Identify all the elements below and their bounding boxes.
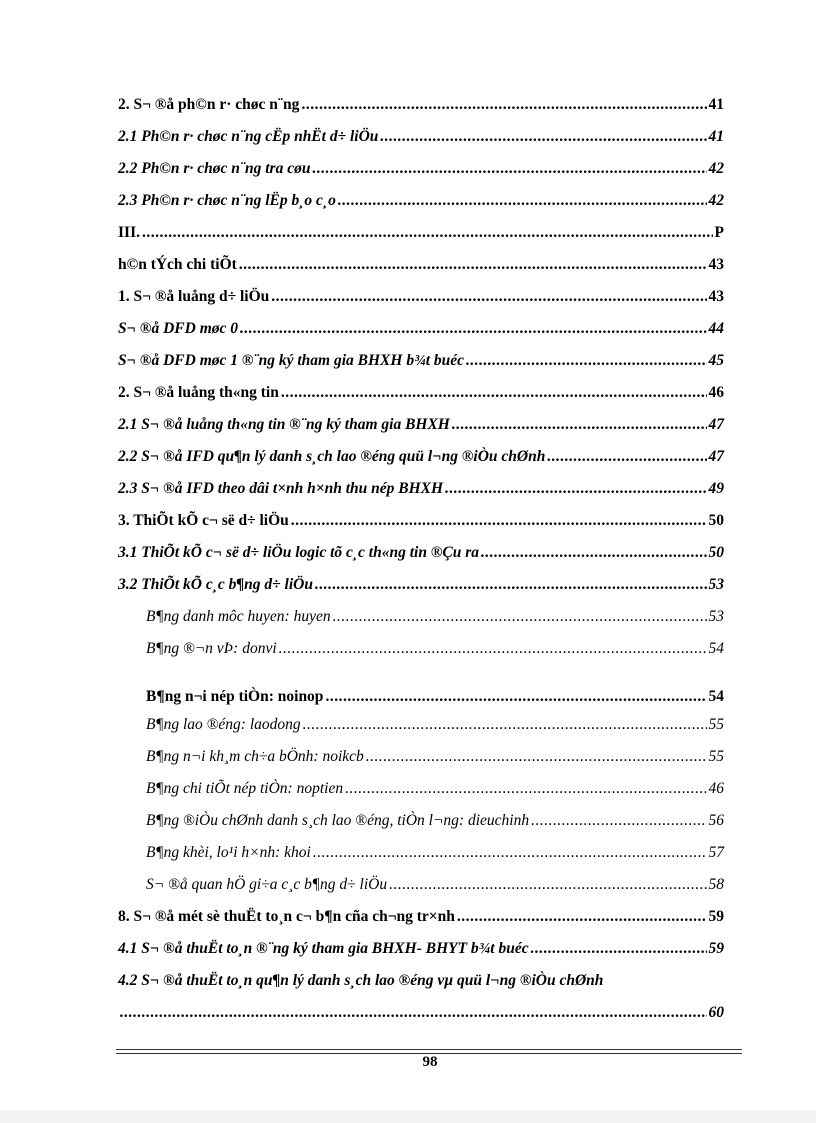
toc-entry-page: 41 bbox=[708, 96, 724, 113]
toc-entry-page: 42 bbox=[708, 160, 724, 177]
toc-entry-label: B¶ng khèi, lo¹i h×nh: khoi bbox=[146, 844, 311, 861]
toc-entry[interactable] bbox=[118, 288, 724, 310]
toc-dot-leader bbox=[481, 544, 706, 562]
toc-dot-leader bbox=[466, 352, 706, 370]
toc-entry-page: 57 bbox=[708, 844, 724, 861]
toc-dot-leader bbox=[366, 748, 707, 766]
toc-entry[interactable] bbox=[118, 908, 724, 930]
toc-entry-page: 59 bbox=[708, 908, 724, 925]
toc-entry[interactable] bbox=[118, 416, 724, 438]
toc-entry-label: B¶ng ®iÒu chØnh danh s¸ch lao ®éng, tiÒn l¬ng: dieuchinh bbox=[146, 812, 530, 829]
toc-dot-leader bbox=[547, 448, 706, 466]
toc-entry-label: S¬ ®å quan hÖ gi÷a c¸c b¶ng d÷ liÖu bbox=[146, 876, 388, 893]
toc-entry-page: 58 bbox=[708, 876, 724, 893]
toc-dot-leader bbox=[279, 640, 707, 658]
toc-entry-page: 47 bbox=[708, 416, 724, 433]
toc-dot-leader bbox=[313, 844, 707, 862]
toc-entry-page: 41 bbox=[708, 128, 724, 145]
toc-dot-leader bbox=[445, 480, 706, 498]
toc-dot-leader bbox=[301, 96, 706, 114]
toc-entry-page: 46 bbox=[708, 384, 724, 401]
toc-entry[interactable] bbox=[118, 448, 724, 470]
toc-entry-label: 2.3 S¬ ®å IFD theo dâi t×nh h×nh thu nép BHXH bbox=[118, 480, 444, 497]
toc-entry[interactable] bbox=[118, 224, 724, 246]
toc-entry-page: 54 bbox=[708, 688, 724, 705]
toc-entry-label: 3.2 ThiÕt kÕ c¸c b¶ng d÷ liÖu bbox=[118, 576, 313, 593]
toc-entry-label: B¶ng n¬i kh¸m ch÷a bÖnh: noikcb bbox=[146, 748, 364, 765]
toc-entry-label: 2. S¬ ®å luång th«ng tin bbox=[118, 384, 279, 401]
footer-rule bbox=[116, 1049, 742, 1050]
toc-entry-page: 53 bbox=[708, 608, 724, 625]
toc-entry-page: 44 bbox=[708, 320, 724, 337]
toc-entry-page: 43 bbox=[708, 256, 724, 273]
toc-entry-label: 2.2 S¬ ®å IFD qu¶n lý danh s¸ch lao ®éng quü l¬ng ®iÒu chØnh bbox=[118, 448, 546, 465]
toc-dot-leader bbox=[240, 320, 706, 338]
toc-dot-leader bbox=[531, 812, 706, 830]
toc-entry[interactable] bbox=[146, 812, 724, 834]
toc-dot-leader bbox=[271, 288, 706, 306]
toc-entry[interactable] bbox=[118, 320, 724, 342]
toc-entry[interactable] bbox=[118, 128, 724, 150]
toc-entry[interactable] bbox=[146, 688, 724, 710]
toc-entry[interactable] bbox=[118, 512, 724, 534]
toc-entry-page: 49 bbox=[708, 480, 724, 497]
toc-entry[interactable] bbox=[146, 608, 724, 630]
toc-dot-leader bbox=[142, 224, 713, 242]
toc-dot-leader bbox=[325, 688, 706, 706]
toc-entry[interactable] bbox=[118, 480, 724, 502]
toc-entry-page: 43 bbox=[708, 288, 724, 305]
toc-dot-leader bbox=[380, 128, 706, 146]
toc-entry-page: 55 bbox=[708, 748, 724, 765]
toc-entry-page: P bbox=[714, 224, 724, 241]
toc-entry-label: 2.1 Ph©n r· chøc n¨ng cËp nhËt d÷ liÖu bbox=[118, 128, 379, 145]
toc-entry[interactable] bbox=[146, 640, 724, 662]
toc-entry[interactable] bbox=[118, 544, 724, 566]
toc-entry-page: 50 bbox=[708, 512, 724, 529]
toc-entry[interactable] bbox=[118, 940, 724, 962]
toc-dot-leader bbox=[345, 780, 706, 798]
toc-dot-leader bbox=[338, 192, 707, 210]
toc-entry-page: 42 bbox=[708, 192, 724, 209]
toc-entry-label: 2.2 Ph©n r· chøc n¨ng tra cøu bbox=[118, 160, 311, 177]
toc-entry[interactable] bbox=[118, 160, 724, 182]
toc-entry[interactable] bbox=[146, 876, 724, 898]
toc-entry[interactable] bbox=[118, 192, 724, 214]
toc-entry-label: S¬ ®å DFD møc 0 bbox=[118, 320, 239, 337]
toc-entry-label: 4.1 S¬ ®å thuËt to¸n ®¨ng ký tham gia BHXH- BHYT b¾t buéc bbox=[118, 940, 529, 957]
toc-entry-page: 60 bbox=[708, 1004, 724, 1021]
toc-entry-label: 2.3 Ph©n r· chøc n¨ng lËp b¸o c¸o bbox=[118, 192, 336, 209]
toc-entry-label: 4.2 S¬ ®å thuËt to¸n qu¶n lý danh s¸ch lao ®éng vµ quü l¬ng ®iÒu chØnh bbox=[118, 972, 604, 989]
toc-entry-page: 53 bbox=[708, 576, 724, 593]
toc-dot-leader bbox=[452, 416, 707, 434]
toc-entry[interactable] bbox=[118, 256, 724, 278]
toc-entry[interactable] bbox=[146, 780, 724, 802]
toc-dot-leader bbox=[120, 1004, 707, 1022]
toc-entry[interactable] bbox=[118, 384, 724, 406]
toc-dot-leader bbox=[389, 876, 706, 894]
toc-entry[interactable] bbox=[118, 96, 724, 118]
toc-entry[interactable] bbox=[118, 352, 724, 374]
toc-entry[interactable] bbox=[118, 1004, 724, 1026]
toc-dot-leader bbox=[291, 512, 707, 530]
toc-entry-label: B¶ng ®¬n vÞ: donvi bbox=[146, 640, 277, 657]
toc-entry-label: B¶ng lao ®éng: laodong bbox=[146, 716, 301, 733]
toc-entry[interactable] bbox=[146, 748, 724, 770]
toc-entry-label: 2. S¬ ®å ph©n r· chøc n¨ng bbox=[118, 96, 300, 113]
toc-entry-label: III. bbox=[118, 224, 140, 241]
toc-entry[interactable] bbox=[146, 844, 724, 866]
toc-dot-leader bbox=[457, 908, 707, 926]
toc-dot-leader bbox=[312, 160, 706, 178]
toc-dot-leader bbox=[303, 716, 707, 734]
toc-entry[interactable] bbox=[118, 576, 724, 598]
toc-entry-label: 2.1 S¬ ®å luång th«ng tin ®¨ng ký tham gia BHXH bbox=[118, 416, 450, 433]
toc-entry-page: 54 bbox=[708, 640, 724, 657]
toc-entry-label: B¶ng n¬i nép tiÒn: noinop bbox=[146, 688, 324, 705]
toc-entry-label: 1. S¬ ®å luång d÷ liÖu bbox=[118, 288, 270, 305]
toc-entry-label: 3.1 ThiÕt kÕ c¬ së d÷ liÖu logic tõ c¸c th«ng tin ®Çu ra bbox=[118, 544, 480, 561]
toc-entry-page: 59 bbox=[708, 940, 724, 957]
page-bottom-band bbox=[0, 1110, 816, 1123]
toc-entry-label: 8. S¬ ®å mét sè thuËt to¸n c¬ b¶n cña ch¬ng tr×nh bbox=[118, 908, 455, 925]
toc-entry-page: 45 bbox=[708, 352, 724, 369]
page-number: 98 bbox=[422, 1054, 438, 1070]
toc-entry-page: 55 bbox=[708, 716, 724, 733]
toc-entry[interactable] bbox=[118, 972, 724, 994]
toc-dot-leader bbox=[333, 608, 707, 626]
toc-dot-leader bbox=[281, 384, 707, 402]
toc-dot-leader bbox=[239, 256, 707, 274]
toc-entry-label: S¬ ®å DFD møc 1 ®¨ng ký tham gia BHXH b¾t buéc bbox=[118, 352, 465, 369]
toc-entry-page: 46 bbox=[708, 780, 724, 797]
toc-entry-page: 47 bbox=[708, 448, 724, 465]
toc-entry-page: 50 bbox=[708, 544, 724, 561]
toc-entry-page: 56 bbox=[708, 812, 724, 829]
toc-entry-label: h©n tÝch chi tiÕt bbox=[118, 256, 237, 273]
toc-entry-label: B¶ng danh môc huyen: huyen bbox=[146, 608, 331, 625]
toc-dot-leader bbox=[315, 576, 707, 594]
toc-entry-label: 3. ThiÕt kÕ c¬ së d÷ liÖu bbox=[118, 512, 289, 529]
toc-entry-label: B¶ng chi tiÕt nép tiÒn: noptien bbox=[146, 780, 344, 797]
toc-dot-leader bbox=[531, 940, 707, 958]
toc-entry[interactable] bbox=[146, 716, 724, 738]
